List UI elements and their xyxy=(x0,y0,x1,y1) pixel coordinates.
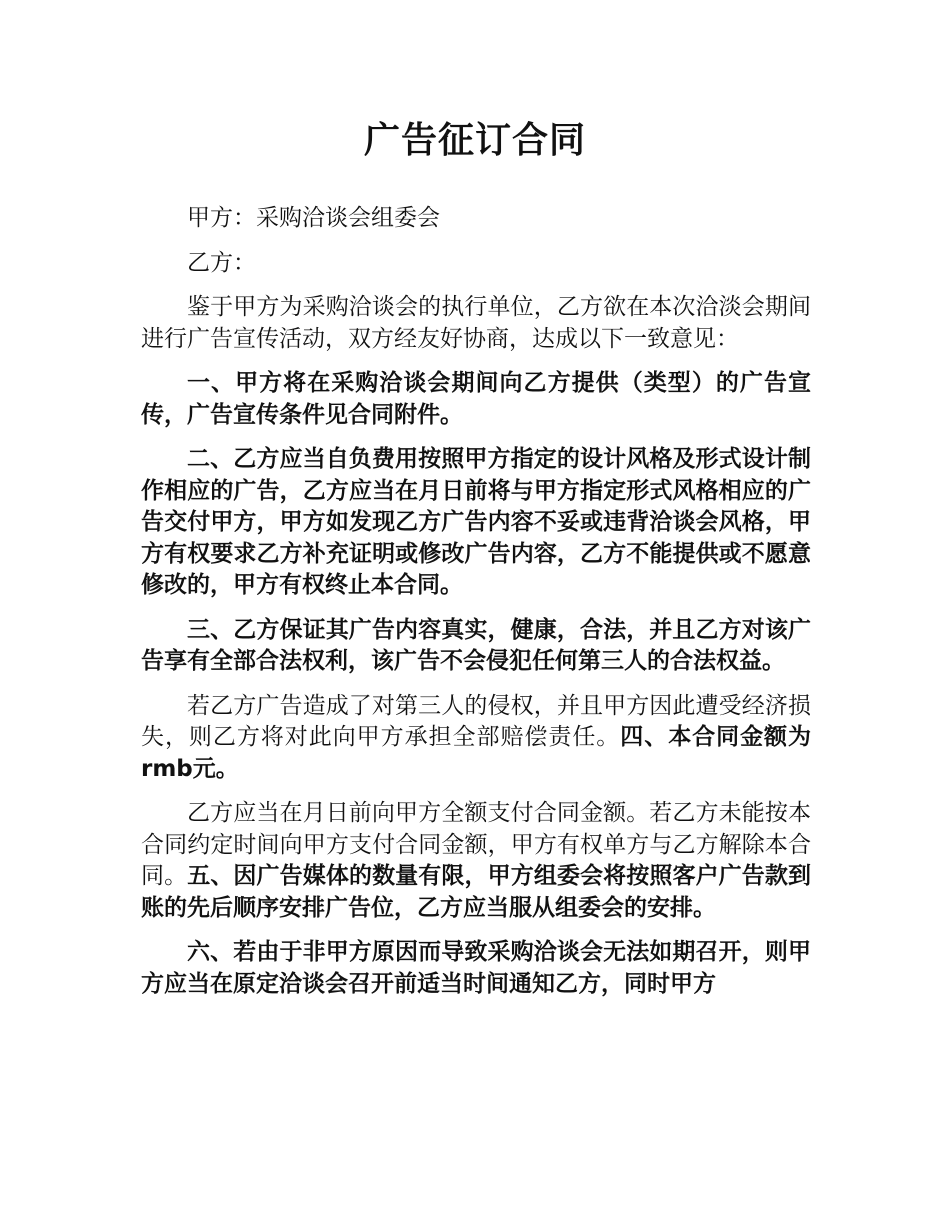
clause-3-note: 若乙方广告造成了对第三人的侵权，并且甲方因此遭受经济损失，则乙方将对此向甲方承担全部赔偿责任。 xyxy=(141,692,811,750)
clause-4: 四、本合同金额为rmb元。 xyxy=(141,724,812,782)
clause-3: 三、乙方保证其广告内容真实，健康，合法，并且乙方对该广告享有全部合法权利，该广告不会侵犯任何第三人的合法权益。 xyxy=(141,616,811,674)
clause-6: 六、若由于非甲方原因而导致采购洽谈会无法如期召开，则甲方应当在原定洽谈会召开前适当时间通知乙方，同时甲方 xyxy=(141,939,811,997)
intro-paragraph: 鉴于甲方为采购洽谈会的执行单位，乙方欲在本次洽淡会期间进行广告宣传活动，双方经友好协商，达成以下一致意见： xyxy=(141,294,811,352)
document-title: 广告征订合同 xyxy=(363,120,586,161)
clause-1: 一、甲方将在采购洽谈会期间向乙方提供（类型）的广告宣传，广告宣传条件见合同附件。 xyxy=(141,370,811,428)
party-b-line: 乙方： xyxy=(187,249,256,276)
clause-4-note-paragraph xyxy=(141,798,811,924)
document-body xyxy=(141,203,811,1013)
clause-4-note: 乙方应当在月日前向甲方全额支付合同金额。若乙方未能按本合同约定时间向甲方支付合同金额，甲方有权单方与乙方解除本合同。 xyxy=(141,800,811,889)
clause-3-note-paragraph xyxy=(141,691,811,786)
clause-5: 五、因广告媒体的数量有限，甲方组委会将按照客户广告款到账的先后顺序安排广告位，乙方应当服从组委会的安排。 xyxy=(141,863,812,921)
clause-2: 二、乙方应当自负费用按照甲方指定的设计风格及形式设计制作相应的广告，乙方应当在月日前将与甲方指定形式风格相应的广告交付甲方，甲方如发现乙方广告内容不妥或违背洽谈会风格，甲方有权要求乙方补充证明或修改广告内容，乙方不能提供或不愿意修改的，甲方有权终止本合同。 xyxy=(141,446,811,598)
party-a-line: 甲方：采购洽谈会组委会 xyxy=(187,205,440,231)
